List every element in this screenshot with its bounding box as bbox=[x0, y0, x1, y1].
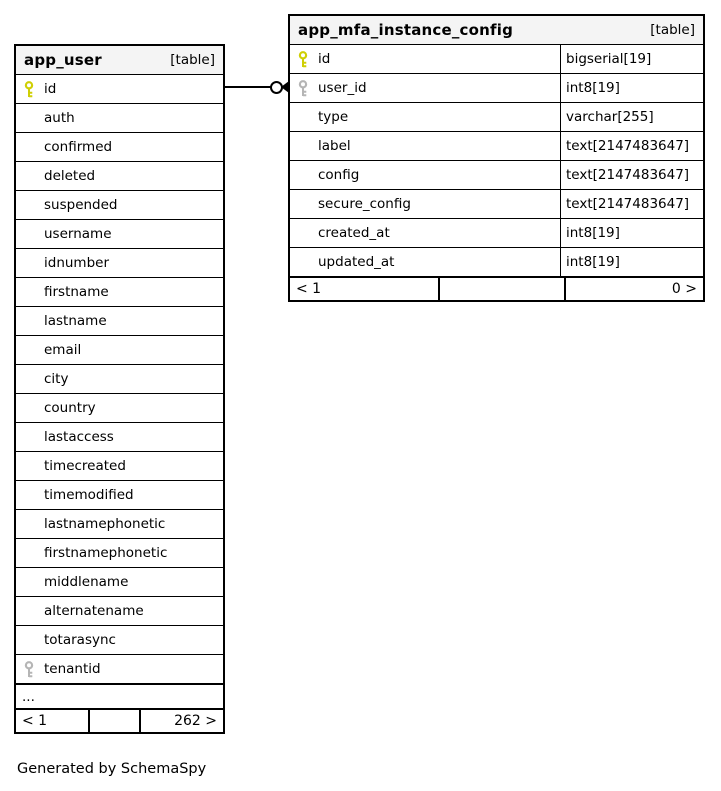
table-row bbox=[16, 103, 223, 132]
column-type: varchar[255] bbox=[560, 103, 703, 131]
column-name: updated_at bbox=[318, 254, 395, 270]
column-name: country bbox=[44, 400, 96, 416]
table-type-badge: [table] bbox=[170, 52, 215, 68]
table-name[interactable]: app_mfa_instance_config bbox=[298, 21, 514, 39]
table-row bbox=[16, 538, 223, 567]
primary-key-icon bbox=[23, 81, 35, 98]
column-name: username bbox=[44, 226, 112, 242]
column-name: suspended bbox=[44, 197, 118, 213]
column-type: text[2147483647] bbox=[560, 132, 703, 160]
column-name: alternatename bbox=[44, 603, 144, 619]
table-row bbox=[16, 509, 223, 538]
column-name: firstnamephonetic bbox=[44, 545, 168, 561]
column-name: timecreated bbox=[44, 458, 126, 474]
table-row bbox=[16, 132, 223, 161]
table-row bbox=[16, 364, 223, 393]
column-name: email bbox=[44, 342, 82, 358]
footer-middle-cell bbox=[438, 278, 564, 300]
table-name[interactable]: app_user bbox=[24, 51, 102, 69]
more-columns-ellipsis: ... bbox=[16, 683, 223, 708]
table-row bbox=[290, 189, 703, 218]
table-row bbox=[16, 625, 223, 654]
table-node-app-user bbox=[14, 44, 225, 734]
column-name: secure_config bbox=[318, 196, 411, 212]
table-row bbox=[16, 190, 223, 219]
column-type: int8[19] bbox=[560, 74, 703, 102]
column-name: config bbox=[318, 167, 360, 183]
column-type: int8[19] bbox=[560, 219, 703, 247]
column-type: bigserial[19] bbox=[560, 45, 703, 73]
primary-key-icon bbox=[297, 51, 309, 68]
table-row bbox=[16, 393, 223, 422]
table-row bbox=[290, 102, 703, 131]
table-row bbox=[16, 335, 223, 364]
table-type-badge: [table] bbox=[650, 22, 695, 38]
column-name: label bbox=[318, 138, 351, 154]
column-name: city bbox=[44, 371, 69, 387]
table-row bbox=[16, 161, 223, 190]
column-name: lastnamephonetic bbox=[44, 516, 166, 532]
table-row bbox=[16, 422, 223, 451]
table-row bbox=[16, 248, 223, 277]
table-header bbox=[290, 16, 703, 44]
column-type: text[2147483647] bbox=[560, 161, 703, 189]
table-row bbox=[16, 451, 223, 480]
related-count-left: < 1 bbox=[22, 713, 48, 729]
table-row bbox=[16, 567, 223, 596]
table-row bbox=[16, 74, 223, 103]
table-row bbox=[16, 219, 223, 248]
table-row bbox=[16, 654, 223, 683]
paging-footer bbox=[16, 708, 223, 732]
foreign-key-icon bbox=[23, 661, 35, 678]
column-name: auth bbox=[44, 110, 75, 126]
table-node-app-mfa-instance-config bbox=[288, 14, 705, 302]
table-row bbox=[290, 218, 703, 247]
column-name: created_at bbox=[318, 225, 390, 241]
table-row bbox=[290, 247, 703, 276]
column-name: firstname bbox=[44, 284, 109, 300]
column-name: timemodified bbox=[44, 487, 134, 503]
table-row bbox=[16, 306, 223, 335]
column-name: lastaccess bbox=[44, 429, 114, 445]
table-row bbox=[290, 44, 703, 73]
column-name: idnumber bbox=[44, 255, 110, 271]
paging-footer bbox=[290, 276, 703, 300]
column-name: type bbox=[318, 109, 349, 125]
related-count-right: 0 > bbox=[564, 278, 703, 300]
table-row bbox=[290, 131, 703, 160]
column-name: confirmed bbox=[44, 139, 113, 155]
related-count-left: < 1 bbox=[296, 281, 322, 297]
column-name: middlename bbox=[44, 574, 129, 590]
related-count-right: 262 > bbox=[139, 710, 223, 732]
generated-by-note: Generated by SchemaSpy bbox=[17, 761, 207, 777]
table-row bbox=[16, 277, 223, 306]
table-row bbox=[290, 73, 703, 102]
column-name: totarasync bbox=[44, 632, 116, 648]
relationship-line bbox=[224, 86, 272, 88]
table-row bbox=[16, 480, 223, 509]
column-name: deleted bbox=[44, 168, 96, 184]
table-header bbox=[16, 46, 223, 74]
table-row bbox=[16, 596, 223, 625]
column-name: tenantid bbox=[44, 661, 101, 677]
column-name: id bbox=[44, 81, 57, 97]
column-type: text[2147483647] bbox=[560, 190, 703, 218]
column-name: lastname bbox=[44, 313, 107, 329]
column-type: int8[19] bbox=[560, 248, 703, 276]
column-name: id bbox=[318, 51, 331, 67]
footer-middle-cell bbox=[88, 710, 139, 732]
column-name: user_id bbox=[318, 80, 367, 96]
table-row bbox=[290, 160, 703, 189]
foreign-key-icon bbox=[297, 80, 309, 97]
